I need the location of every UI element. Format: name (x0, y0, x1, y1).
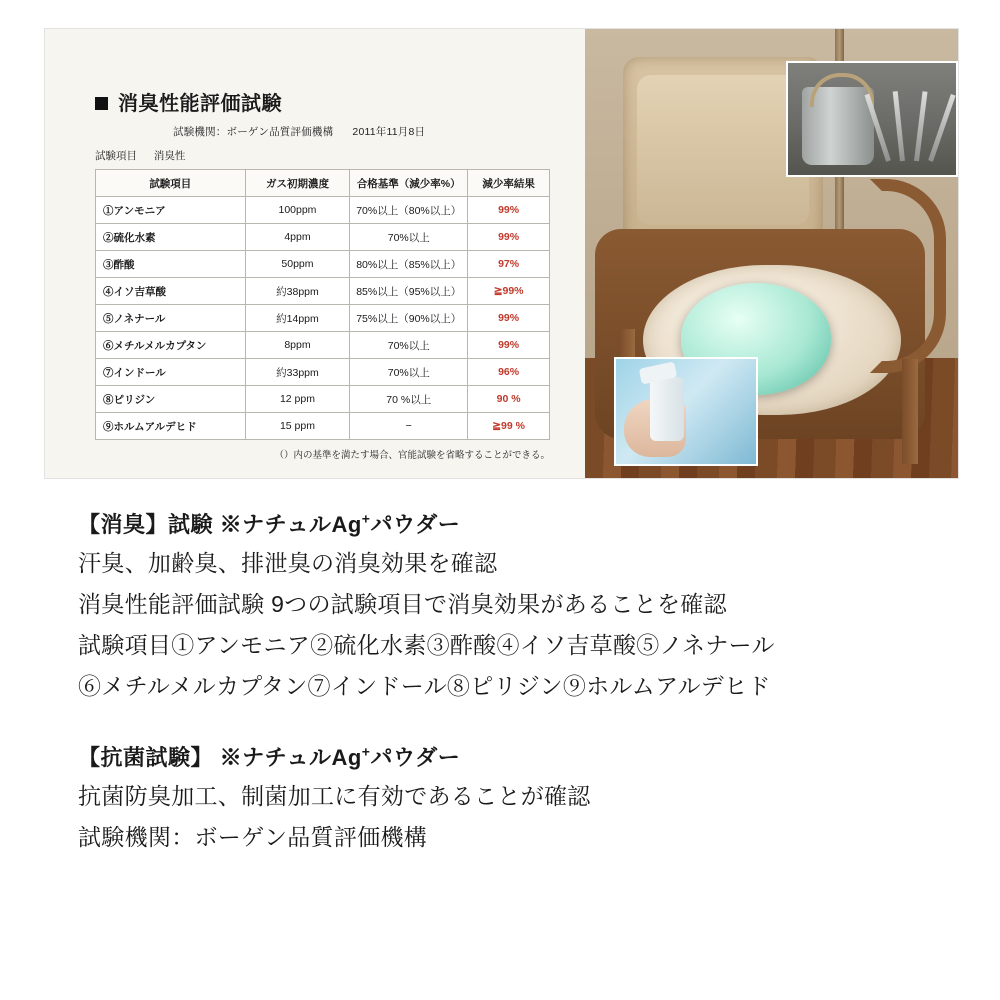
commode-armrest (870, 179, 946, 373)
antibacterial-heading-tail: パウダー (370, 744, 461, 770)
commode-chair-cushion (637, 75, 809, 225)
report-item-label: 試験項目 (95, 150, 137, 162)
antibacterial-line-2: 試験機関：ボーゲン品質評価機構 (78, 823, 428, 850)
table-header-row (96, 170, 550, 197)
odor-heading-superscript: + (361, 510, 371, 527)
cell-standard: 75%以上（90%以上） (350, 305, 468, 332)
utensil-icon (928, 94, 956, 162)
cell-name: ④イソ吉草酸 (96, 278, 246, 305)
report-item-line (95, 148, 550, 163)
cell-standard: 70%以上 (350, 224, 468, 251)
cell-name: ③酢酸 (96, 251, 246, 278)
cell-standard: 70%以上（80%以上） (350, 197, 468, 224)
column-header-result: 減少率結果 (468, 170, 550, 197)
odor-heading-main: 【消臭】試験 ※ナチュルAg (78, 512, 362, 537)
report-agency-line (173, 124, 550, 139)
report-date: 2011年11月8日 (352, 126, 426, 138)
product-photo-collage (585, 29, 958, 478)
table-row (96, 278, 550, 305)
report-title-text: 消臭性能評価試験 (118, 93, 282, 115)
cell-result: 99% (468, 332, 550, 359)
report-title (95, 87, 550, 116)
test-report-figure (44, 28, 959, 479)
cell-concentration: 100ppm (245, 197, 350, 224)
odor-line-3: 試験項目①アンモニア②硫化水素③酢酸④イソ吉草酸⑤ノネナール (78, 631, 775, 658)
utensil-bundle (878, 71, 950, 171)
antibacterial-test-section (78, 741, 938, 858)
odor-line-2: 消臭性能評価試験 9つの試験項目で消臭効果があることを確認 (78, 590, 727, 617)
table-row (96, 251, 550, 278)
bucket-handle (810, 73, 874, 107)
odor-line-1: 汗臭、加齢臭、排泄臭の消臭効果を確認 (78, 550, 498, 576)
cell-name: ⑤ノネナール (96, 305, 246, 332)
table-row (96, 332, 550, 359)
odor-line-4: ⑥メチルメルカプタン⑦インドール⑧ピリジン⑨ホルムアルデヒド (78, 672, 771, 699)
table-row (96, 413, 550, 440)
cell-result: 90 % (468, 386, 550, 413)
column-header-concentration: ガス初期濃度 (245, 170, 350, 197)
odor-results-table (95, 169, 550, 440)
cell-name: ⑦インドール (96, 359, 246, 386)
table-row (96, 197, 550, 224)
spray-bottle (650, 377, 684, 441)
cell-name: ①アンモニア (96, 197, 246, 224)
cell-standard: − (350, 413, 468, 440)
cell-concentration: 50ppm (245, 251, 350, 278)
cell-standard: 85%以上（95%以上） (350, 278, 468, 305)
report-item-value: 消臭性 (153, 150, 186, 162)
cell-concentration: 約38ppm (245, 278, 350, 305)
antibacterial-test-heading (78, 741, 938, 772)
column-header-standard: 合格基準（減少率%） (350, 170, 468, 197)
column-header-item: 試験項目 (96, 170, 246, 197)
cell-result: ≧99% (468, 278, 550, 305)
cell-result: 99% (468, 224, 550, 251)
description-copy (78, 508, 938, 866)
odor-test-section (78, 508, 938, 707)
cell-name: ②硫化水素 (96, 224, 246, 251)
cell-standard: 80%以上（85%以上） (350, 251, 468, 278)
cell-result: 97% (468, 251, 550, 278)
cell-concentration: 15 ppm (245, 413, 350, 440)
chair-leg (902, 359, 918, 464)
cell-standard: 70 %以上 (350, 386, 468, 413)
odor-test-heading (78, 508, 938, 539)
cell-name: ⑧ピリジン (96, 386, 246, 413)
report-agency: 試験機関：ボーゲン品質評価機構 (173, 126, 334, 138)
cell-name: ⑨ホルムアルデヒド (96, 413, 246, 440)
cell-result: 96% (468, 359, 550, 386)
cell-concentration: 約33ppm (245, 359, 350, 386)
table-row (96, 305, 550, 332)
square-bullet-icon (95, 97, 108, 110)
cell-result: 99% (468, 305, 550, 332)
cell-result: 99% (468, 197, 550, 224)
table-row (96, 386, 550, 413)
cell-concentration: 8ppm (245, 332, 350, 359)
cell-result: ≧99 % (468, 413, 550, 440)
table-row (96, 224, 550, 251)
odor-heading-tail: パウダー (370, 512, 461, 537)
cell-concentration: 12 ppm (245, 386, 350, 413)
inset-photo-bucket (786, 61, 958, 177)
antibacterial-heading-superscript: + (361, 743, 371, 760)
table-footnote: （）内の基準を満たす場合、官能試験を省略することができる。 (274, 450, 550, 461)
cell-name: ⑥メチルメルカプタン (96, 332, 246, 359)
odor-test-report-card (45, 29, 585, 478)
inset-photo-spray (614, 357, 758, 466)
table-row (96, 359, 550, 386)
utensil-icon (893, 91, 905, 161)
section-spacer (78, 715, 938, 741)
cell-standard: 70%以上 (350, 332, 468, 359)
antibacterial-line-1: 抗菌防臭加工、制菌加工に有効であることが確認 (78, 782, 591, 809)
cell-standard: 70%以上 (350, 359, 468, 386)
cell-concentration: 約14ppm (245, 305, 350, 332)
utensil-icon (914, 91, 927, 161)
antibacterial-heading-main: 【抗菌試験】 ※ナチュルAg (78, 744, 362, 770)
cell-concentration: 4ppm (245, 224, 350, 251)
